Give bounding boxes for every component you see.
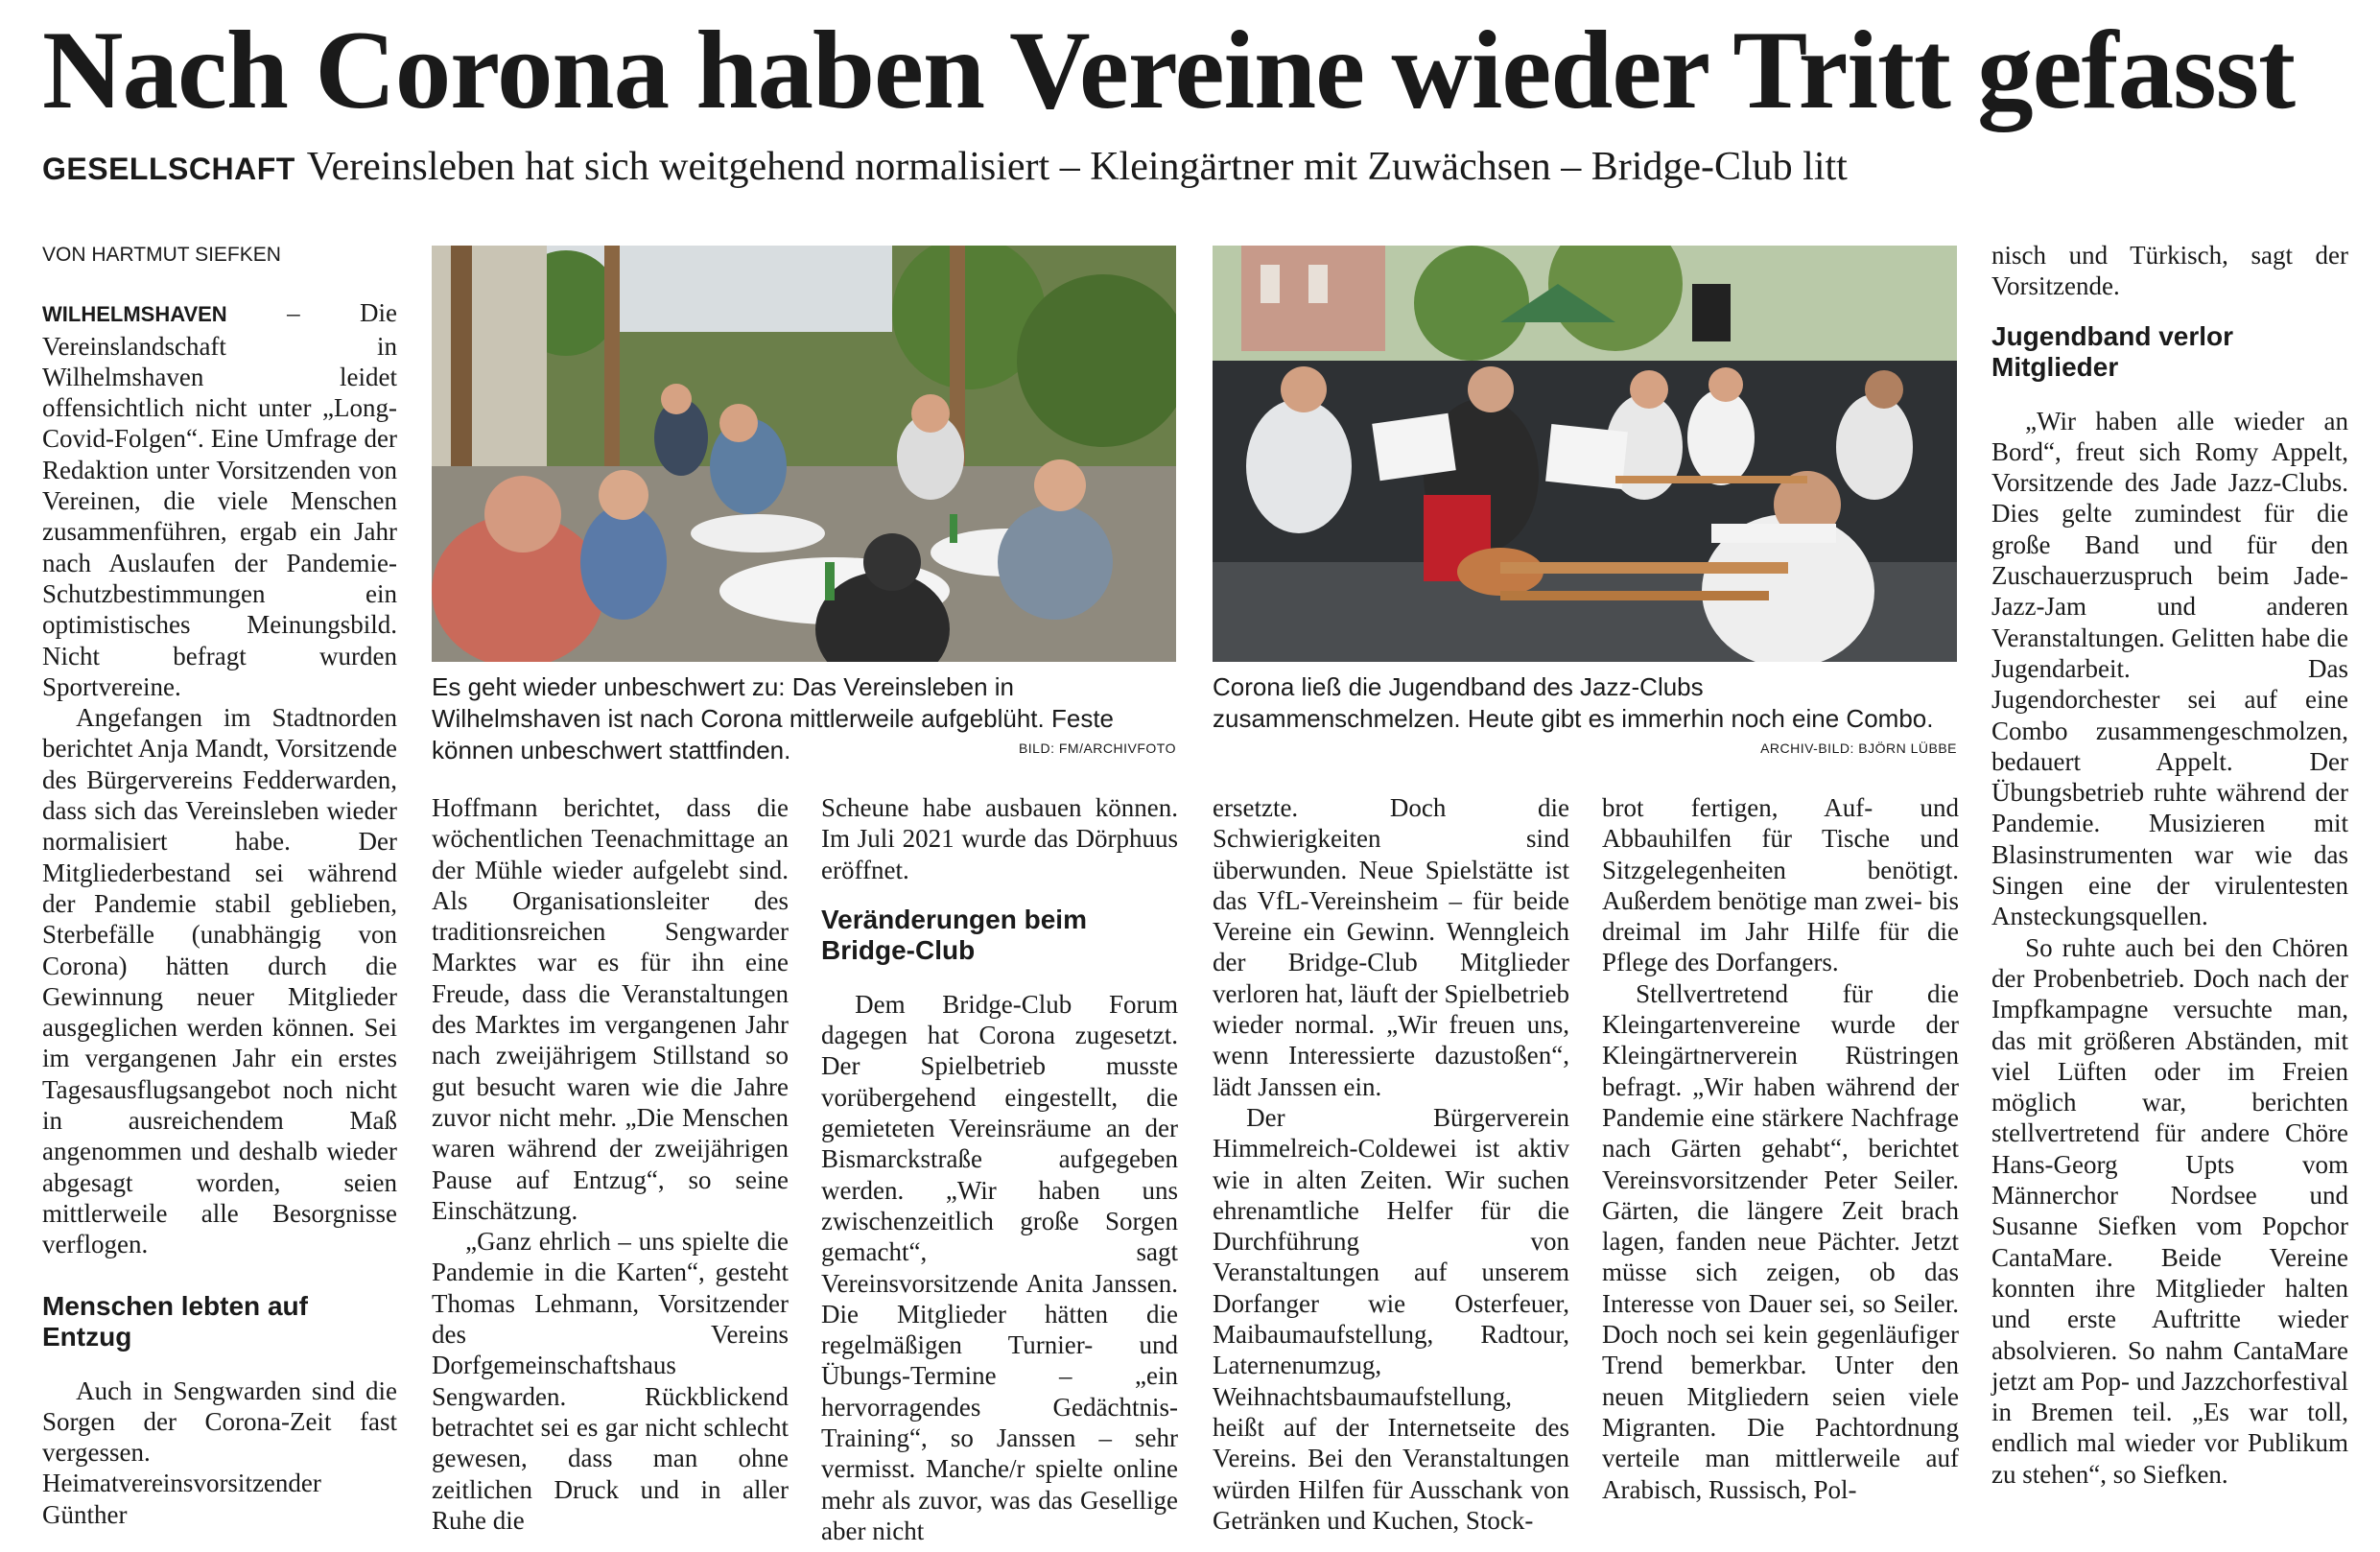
- subheading: Veränderungen beim Bridge-Club: [821, 904, 1087, 965]
- byline: VON HARTMUT SIEFKEN: [42, 244, 281, 266]
- paragraph: „Wir haben alle wieder an Bord“, freut sich Romy Appelt, Vorsitzende des Jade Jazz-Clubs. Dies gelte zumindest für die große Band und für den Zuschauerzuspruch beim Jade-Jazz-Jam und anderen Veranstaltungen. Gelitten habe die Jugendarbeit. Das Jugendorchester sei auf eine Combo zusammengeschmolzen, bedauert Appelt. Der Übungsbetrieb ruhte während der Pandemie. Musizieren mit Blasinstrumenten war wie das Singen eine der virulentesten Ansteckungsquellen.: [1991, 406, 2348, 931]
- deck-text: Vereinsleben hat sich weitgehend normalisiert – Kleingärtner mit Zuwächsen – Bridge-Club litt: [306, 145, 1848, 189]
- paragraph: Stellvertretend für die Kleingartenvereine wurde der Kleingärtnerverein Rüstringen befragt. „Wir haben während der Pandemie eine stärkere Nachfrage nach Gärten gehabt“, berichtet Vereinsvorsitzender Peter Seiler. Gärten, die längere Zeit brach lagen, fanden neue Pächter. Jetzt müsse sich zeigen, ob das Interesse von Dauer sei, so Seiler. Doch noch sei kein gegenläufiger Trend bemerkbar. Unter den neuen Mitgliedern seien viele Migranten. Die Pachtordnung verteile man mittlerweile auf Arabisch, Russisch, Pol-: [1602, 978, 1959, 1504]
- section-kicker: GESELLSCHAFT: [42, 152, 295, 186]
- article-column-4: [1213, 792, 1569, 1536]
- photo-jazz-band: [1213, 246, 1957, 662]
- photo-jazz-band-image: [1213, 246, 1957, 662]
- paragraph: Angefangen im Stadtnorden berichtet Anja Mandt, Vorsitzende des Bürgervereins Fedderwarden, dass sich das Vereinsleben wieder normalisiert habe. Der Mitgliederbestand sei während der Pandemie stabil geblieben, Sterbefälle (unabhängig von Corona) hätten durch die Gewinnung neuer Mitglieder ausgeglichen werden können. Sei im vergangenen Jahr ein erstes Tagesausflugsangebot noch nicht in ausreichendem Maß angenommen und deshalb wieder abgesagt worden, seien mittlerweile alle Besorgnisse verflogen.: [42, 703, 397, 1259]
- paragraph: Der Bürgerverein Himmelreich-Coldewei ist aktiv wie in alten Zeiten. Wir suchen ehrenamtliche Helfer für die Durchführung von Veranstaltungen auf unserem Dorfanger wie Osterfeuer, Maibaumaufstellung, Radtour, Laternenumzug, Weihnachtsbaumaufstellung, heißt auf der Internetseite des Vereins. Bei den Veranstaltungen würden Hilfen für Ausschank von Getränken und Kuchen, Stock-: [1213, 1102, 1569, 1535]
- article-column-3: [821, 792, 1178, 1546]
- subheading: Menschen lebten auf Entzug: [42, 1290, 308, 1352]
- paragraph: So ruhte auch bei den Chören der Probenbetrieb. Doch nach der Impfkampagne versuchte man, das mit größeren Abständen, mit viel Lüften oder im Freien möglich war, berichten stellvertretend für andere Chöre Hans-Georg Upts vom Männerchor Nordsee und Susanne Siefken vom Popchor CantaMare. Beide Vereine konnten ihre Mitglieder halten und erste Auftritte wieder absolvieren. So nahm CantaMare jetzt am Pop- und Jazzchorfestival in Bremen teil. „Es war toll, endlich mal wieder vor Publikum zu stehen“, so Siefken.: [1991, 932, 2348, 1489]
- paragraph: Hoffmann berichtet, dass die wöchentlichen Teenachmittage an der Mühle wieder aufgelebt sind. Als Organisationsleiter des traditionsreichen Sengwarder Marktes war es für ihn eine Freude, dass die Veranstaltungen des Marktes im vergangenen Jahr nach zweijährigem Stillstand so gut besucht waren wie die Jahre zuvor nicht mehr. „Die Menschen waren während der zweijährigen Pause auf Entzug“, so seine Einschätzung.: [432, 793, 789, 1225]
- article-column-6: [1991, 240, 2348, 1490]
- subheadline: [42, 144, 1848, 190]
- photo-credit: ARCHIV-BILD: BJÖRN LÜBBE: [1760, 741, 1957, 756]
- paragraph: Scheune habe ausbauen können. Im Juli 2021 wurde das Dörphuus eröffnet.: [821, 793, 1178, 884]
- article-column-1: [42, 240, 397, 1530]
- paragraph: ersetzte. Doch die Schwierigkeiten sind überwunden. Neue Spielstätte ist das VfL-Vereinsheim – für beide Vereine ein Gewinn. Wenngleich der Bridge-Club Mitglieder verloren hat, läuft der Spielbetrieb wieder normal. „Wir freuen uns, wenn Interessierte dazustoßen“, lädt Janssen ein.: [1213, 793, 1569, 1101]
- photo-caption: Es geht wieder unbeschwert zu: Das Vereinsleben in Wilhelmshaven ist nach Corona mittlerweile aufgeblüht. Feste können unbeschwert stattfinden.: [432, 672, 1115, 764]
- paragraph: Dem Bridge-Club Forum dagegen hat Corona zugesetzt. Der Spielbetrieb musste vorübergehend eingestellt, die gemieteten Vereinsräume an der Bismarckstraße aufgegeben werden. „Wir haben uns zwischenzeitlich große Sorgen gemacht“, sagt Vereinsvorsitzende Anita Janssen. Die Mitglieder hätten die regelmäßigen Turnier- und Übungs-Termine – „ein hervorragendes Gedächtnis-Training“, so Janssen – sehr vermisst. Manche/r spielte online mehr als zuvor, was das Gesellige aber nicht: [821, 989, 1178, 1545]
- dateline: WILHELMSHAVEN: [42, 302, 227, 327]
- subheading: Jugendband verlor Mitglieder: [1991, 320, 2234, 382]
- paragraph: nisch und Türkisch, sagt der Vorsitzende.: [1991, 241, 2348, 301]
- article-column-2: [432, 792, 789, 1536]
- paragraph: brot fertigen, Auf- und Abbauhilfen für Tische und Sitzgelegenheiten benötigt. Außerdem benötige man zwei- bis dreimal im Jahr Hilfe für die Pflege des Dorfangers.: [1602, 793, 1959, 977]
- photo-club-party-image: [432, 246, 1176, 662]
- photo-caption: Corona ließ die Jugendband des Jazz-Clubs zusammenschmelzen. Heute gibt es immerhin noch eine Combo.: [1213, 672, 1934, 733]
- photo-credit: BILD: FM/ARCHIVFOTO: [1018, 741, 1176, 756]
- article-column-5: [1602, 792, 1959, 1505]
- photo-club-party: [432, 246, 1176, 662]
- paragraph: Auch in Sengwarden sind die Sorgen der Corona-Zeit fast vergessen. Heimatvereinsvorsitzender Günther: [42, 1376, 397, 1529]
- paragraph: „Ganz ehrlich – uns spielte die Pandemie in die Karten“, gesteht Thomas Lehmann, Vorsitzender des Vereins Dorfgemeinschaftshaus Sengwarden. Rückblickend betrachtet sei es gar nicht schlecht gewesen, dass man ohne zeitlichen Druck und in aller Ruhe die: [432, 1227, 789, 1535]
- paragraph: WILHELMSHAVEN – Die Vereinslandschaft in Wilhelmshaven leidet offensichtlich nicht unter „Long-Covid-Folgen“. Eine Umfrage der Redaktion unter Vorsitzenden von Vereinen, die viele Menschen zusammenführen, ergab ein Jahr nach Auslaufen der Pandemie-Schutzbestimmungen ein optimistisches Meinungsbild. Nicht befragt wurden Sportvereine.: [42, 298, 397, 701]
- page-headline: Nach Corona haben Vereine wieder Tritt gefasst: [42, 9, 2296, 132]
